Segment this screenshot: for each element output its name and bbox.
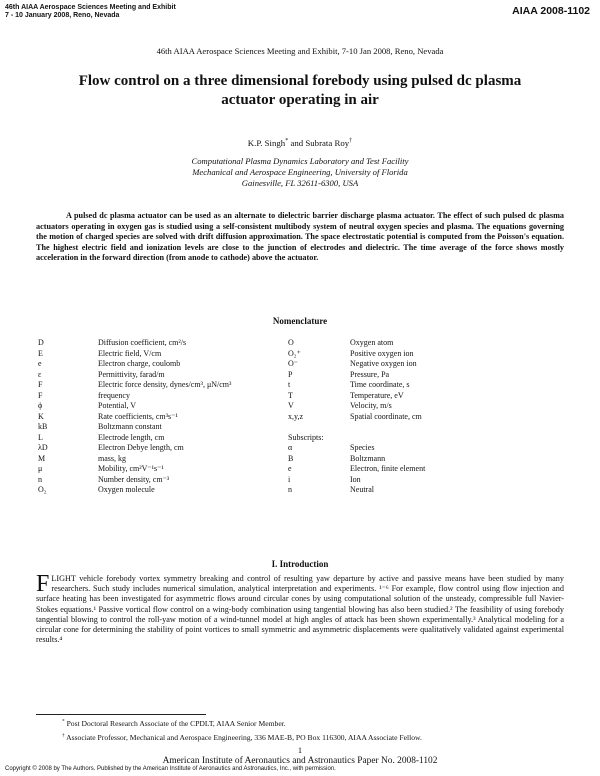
affiliation-line-1: Computational Plasma Dynamics Laboratory and Test Facility [191, 156, 409, 166]
title-line-1: Flow control on a three dimensional forebody using pulsed dc plasma [78, 73, 522, 89]
introduction-text: LIGHT vehicle forebody vortex symmetry breaking and control of resulting yaw departure by active and passive means have been studied by many researchers. Such study includes numerical simulation, analytical interpretation and experiments. ¹⁻⁶ For example, flow control using flow injection and surface heating has been investigated for asymmetric flows around circular cones by using computational solution of the unsteady, compressible full Navier-Stokes equations.¹ Passive vortical flow control on a wing-body combination using tangential blowing has also been studied.² The feasibility of using forebody tangential blowing to control the roll-yaw motion of a wind-tunnel model at high angles of attack has been shown experimentally.³ Analytical modeling for a circular cone for determining the stability of point vortices to small symmetric and asymmetric displacements were qualitatively validated against experimental results.⁴ [36, 574, 564, 645]
nomenclature-row [38, 359, 568, 370]
nomenclature-symbol: E [38, 348, 43, 358]
nomenclature-symbol: F [38, 390, 43, 400]
nomenclature-symbol: V [288, 401, 294, 410]
nomenclature-definition: Boltzmann constant [98, 422, 162, 431]
header-conference [5, 4, 176, 20]
nomenclature-definition: Species [350, 443, 375, 452]
nomenclature-definition: Oxygen atom [350, 338, 394, 347]
nomenclature-row [38, 412, 568, 423]
footnote-2 [62, 733, 422, 742]
nomenclature-symbol: e [288, 464, 292, 473]
nomenclature-row [38, 422, 568, 433]
nomenclature-definition: Potential, V [98, 401, 137, 410]
nomenclature-heading: Nomenclature [272, 316, 328, 326]
nomenclature-symbol: Subscripts: [288, 432, 324, 442]
nomenclature-symbol: i [288, 474, 291, 484]
nomenclature-symbol: B [288, 453, 294, 463]
footnote-1 [62, 719, 286, 728]
footnote-1-mark: * [62, 718, 65, 725]
nomenclature-symbol: O [288, 338, 294, 347]
nomenclature-definition: Pressure, Pa [350, 369, 390, 379]
nomenclature-definition: Rate coefficients, cm³s⁻¹ [98, 411, 178, 421]
nomenclature-symbol [288, 422, 350, 433]
nomenclature-symbol: F [38, 380, 43, 389]
nomenclature-symbol: K [38, 411, 44, 421]
nomenclature-definition: Electron, finite element [350, 464, 426, 473]
introduction-heading: I. Introduction [271, 559, 329, 569]
nomenclature-symbol: M [38, 453, 46, 463]
nomenclature-definition: Electron charge, coulomb [98, 359, 181, 368]
nomenclature-definition [350, 422, 568, 433]
nomenclature-definition: Diffusion coefficient, cm²/s [98, 338, 187, 347]
nomenclature-definition: Neutral [350, 485, 374, 494]
nomenclature-symbol: t [288, 380, 291, 389]
nomenclature-symbol: ϕ [38, 401, 43, 410]
author-2-mark: † [349, 138, 353, 145]
header-conference-line1: 46th AIAA Aerospace Sciences Meeting and Exhibit [5, 4, 176, 11]
nomenclature-definition: Velocity, m/s [350, 401, 392, 410]
nomenclature-definition: Negative oxygen ion [350, 359, 417, 368]
nomenclature-row [38, 485, 568, 496]
nomenclature-row [38, 464, 568, 475]
conference-line: 46th AIAA Aerospace Sciences Meeting and Exhibit, 7-10 Jan 2008, Reno, Nevada [156, 46, 444, 56]
nomenclature-definition: Oxygen molecule [98, 485, 155, 494]
nomenclature-definition: Temperature, eV [350, 390, 404, 400]
nomenclature-definition: frequency [98, 390, 130, 400]
footnote-2-text: Associate Professor, Mechanical and Aerospace Engineering, 336 MAE-B, PO Box 116300, AIAA Associate Fellow. [66, 733, 422, 742]
nomenclature-symbol: O⁻ [288, 359, 298, 368]
nomenclature-definition: Electric force density, dynes/cm³, μN/cm³ [98, 380, 232, 389]
nomenclature-symbol: e [38, 359, 42, 368]
nomenclature-symbol: kB [38, 422, 48, 431]
page-number: 1 [297, 746, 303, 755]
nomenclature-symbol: λD [38, 443, 48, 452]
affiliation-line-2: Mechanical and Aerospace Engineering, University of Florida [192, 167, 408, 177]
header-conference-line2: 7 - 10 January 2008, Reno, Nevada [5, 12, 120, 19]
nomenclature-row [38, 433, 568, 444]
author-2: Subrata Roy [305, 138, 350, 148]
nomenclature-row [38, 338, 568, 349]
dropcap: F [36, 571, 50, 597]
introduction-body [36, 571, 564, 645]
nomenclature-symbol: T [288, 390, 293, 400]
nomenclature-definition: Permittivity, farad/m [98, 369, 165, 379]
footnote-rule [36, 714, 206, 715]
nomenclature-definition: Spatial coordinate, cm [350, 411, 422, 421]
nomenclature-definition: Number density, cm⁻³ [98, 474, 170, 484]
nomenclature-symbol: P [288, 369, 293, 379]
nomenclature-row [38, 349, 568, 360]
nomenclature-row [38, 475, 568, 486]
nomenclature-definition: Time coordinate, s [350, 380, 410, 389]
nomenclature-symbol: L [38, 432, 43, 442]
nomenclature-symbol: α [288, 443, 293, 452]
header-paper-id: AIAA 2008-1102 [512, 5, 590, 17]
nomenclature-row [38, 443, 568, 454]
affiliation [0, 156, 600, 189]
nomenclature-symbol: ε [38, 369, 42, 379]
author-connector: and [288, 138, 306, 148]
nomenclature-definition: Electrode length, cm [98, 432, 165, 442]
nomenclature-definition: Boltzmann [350, 453, 386, 463]
authors [0, 138, 600, 148]
nomenclature-row [38, 391, 568, 402]
nomenclature-symbol: n [38, 474, 42, 484]
nomenclature-definition: Positive oxygen ion [350, 348, 414, 358]
nomenclature-row [38, 380, 568, 391]
nomenclature-row [38, 454, 568, 465]
affiliation-line-3: Gainesville, FL 32611-6300, USA [241, 178, 359, 188]
nomenclature-row [38, 401, 568, 412]
author-1-mark: * [285, 138, 289, 145]
nomenclature-symbol: O₂⁺ [288, 348, 301, 358]
nomenclature-definition: Ion [350, 474, 361, 484]
nomenclature-row [38, 370, 568, 381]
nomenclature-symbol: μ [38, 464, 43, 473]
title-line-2: actuator operating in air [221, 92, 379, 108]
nomenclature-symbol: O₂ [38, 485, 47, 494]
nomenclature-symbol: D [38, 338, 44, 347]
nomenclature-definition: Electron Debye length, cm [98, 443, 184, 452]
abstract: A pulsed dc plasma actuator can be used as an alternate to dielectric barrier discharge plasma actuator. The effect of such pulsed dc plasma actuators operating in oxygen gas is studied using a self-consistent multibody system of neutral oxygen species and plasma. The equations governing the motion of charged species are solved with drift diffusion approximation. The space electrostatic potential is computed from the Poisson's equation. The highest electric field and ionization levels are close to the junction of electrodes and dielectric. The time average of the force shows mostly acceleration in the forward direction (from anode to cathode) above the actuator. [36, 211, 564, 263]
nomenclature-symbol: x,y,z [288, 411, 304, 421]
footnote-2-mark: † [62, 732, 65, 739]
nomenclature-definition [350, 433, 568, 444]
nomenclature-symbol: n [288, 485, 292, 494]
footer: American Institute of Aeronautics and Astronautics Paper No. 2008-1102 [162, 756, 438, 766]
copyright: Copyright © 2008 by The Authors. Published by the American Institute of Aeronautics and Astronautics, Inc., with permission. [5, 766, 336, 772]
nomenclature-definition: Mobility, cm²V⁻¹s⁻¹ [98, 464, 164, 473]
author-1: K.P. Singh [247, 138, 286, 148]
paper-title [40, 72, 560, 110]
nomenclature-table [38, 338, 568, 496]
nomenclature-definition: mass, kg [98, 453, 126, 463]
nomenclature-definition: Electric field, V/cm [98, 348, 162, 358]
footnote-1-text: Post Doctoral Research Associate of the CPDLT, AIAA Senior Member. [66, 719, 286, 728]
